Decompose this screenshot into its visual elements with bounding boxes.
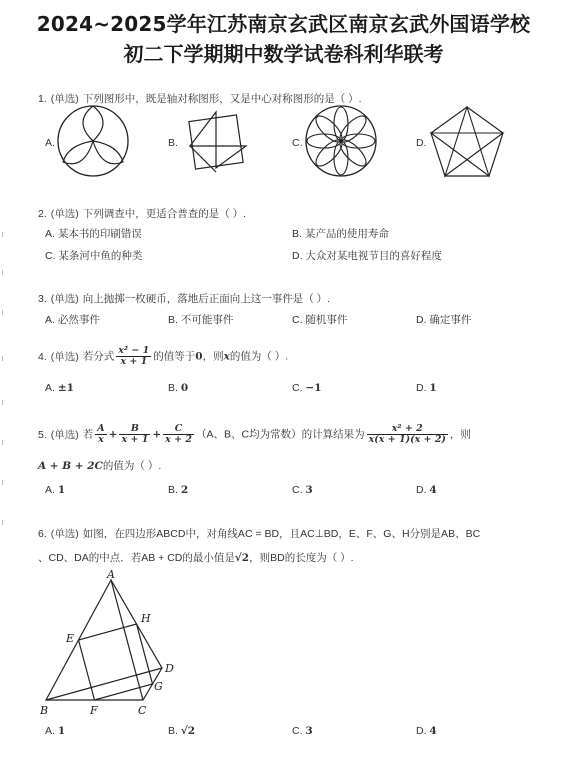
diagonal-bd (46, 668, 162, 700)
fraction-denominator: x (98, 434, 104, 446)
q4-option-b[interactable] (168, 382, 188, 394)
margin-mark (2, 232, 6, 237)
q1-figure-d-pentagram (428, 104, 506, 180)
option-letter: A. (45, 484, 55, 496)
label-point-e: E (66, 632, 75, 645)
margin-mark (2, 480, 6, 485)
question-type-tag: (单选) (50, 528, 79, 540)
question-number: 6. (38, 528, 47, 540)
question-type-tag: (单选) (50, 293, 79, 305)
q1-figure-b-square-triangles (180, 106, 252, 178)
question-text: 若分式 (82, 350, 115, 363)
option-value: 1 (429, 382, 437, 394)
question-number: 1. (38, 93, 47, 105)
option-letter: C. (292, 725, 303, 737)
q6-quadrilateral-figure (38, 570, 188, 718)
option-letter: C. (292, 484, 303, 496)
fraction (116, 346, 151, 368)
option-value: 1 (57, 725, 66, 737)
q5-option-b[interactable] (168, 484, 188, 496)
margin-mark (2, 520, 6, 525)
fraction-numerator: C (163, 424, 194, 435)
question-text: ，则 (202, 350, 224, 363)
question-text: ，则 (449, 428, 471, 441)
option-letter: B. (168, 382, 178, 394)
q3-option-b[interactable]: B. 不可能事件 (168, 314, 234, 326)
fraction-denominator: x(x + 1)(x + 2) (368, 434, 446, 446)
option-value: ±1 (57, 382, 74, 394)
margin-mark (2, 356, 6, 361)
question-text: （A、B、C均为常数）的计算结果为 (195, 428, 365, 441)
question-text: 下列调查中，更适合普查的是（ ）. (82, 208, 247, 220)
option-letter: B. (168, 484, 178, 496)
label-point-d: D (165, 662, 174, 675)
fraction-denominator: x + 1 (120, 356, 148, 368)
question-text: 下列图形中，既是轴对称图形，又是中心对称图形的是（ ）. (82, 93, 362, 105)
option-value: 2 (180, 484, 189, 496)
option-letter: D. (416, 484, 427, 496)
margin-mark (2, 400, 6, 405)
fraction (95, 424, 106, 446)
option-value: 3 (305, 725, 313, 737)
q1-figure-c-flower (304, 104, 378, 178)
math-expression: A + B + 2C (38, 460, 103, 472)
question-type-tag: (单选) (50, 428, 79, 441)
quadrilateral-abcd (46, 580, 162, 700)
math-value: √2 (234, 552, 250, 564)
fraction-denominator: x + 2 (165, 434, 192, 446)
option-value: 3 (305, 484, 313, 496)
question-5-stem: 5. (单选) 若 $\frac{A}{x}$ + $\frac{B}{x + 1}$ + $\frac{C}{x + 2}$ （A、B、C均为常数）的计算结果为 $\frac{\text{x² + 2}}{x(x + 1)(x + 2)}$ ，则 (38, 423, 471, 446)
question-type-tag: (单选) (50, 208, 79, 220)
option-value: √2 (180, 725, 196, 737)
q1-option-c[interactable]: C. (292, 137, 303, 149)
question-2-stem (38, 206, 246, 221)
q2-option-b[interactable]: B. 某产品的使用寿命 (292, 228, 389, 240)
question-text: 向上抛掷一枚硬币，落地后正面向上这一事件是（ ）. (82, 293, 331, 305)
label-point-f: F (90, 704, 98, 717)
option-letter: A. (45, 725, 55, 737)
q5-option-c[interactable] (292, 484, 313, 496)
q2-option-c[interactable]: C. 某条河中鱼的种类 (45, 250, 143, 262)
fraction (367, 424, 448, 446)
q4-option-c[interactable] (292, 382, 322, 394)
option-value: 0 (180, 382, 189, 394)
question-text: 、CD、DA的中点．若AB + CD的最小值是 (38, 552, 235, 564)
question-text: 若 (82, 428, 94, 441)
question-text: 的值为（ ）. (229, 350, 289, 363)
margin-mark (2, 440, 6, 445)
question-4-stem (38, 346, 288, 368)
q1-option-d[interactable]: D. (416, 137, 427, 149)
fraction-numerator: A (97, 423, 105, 434)
midpoint-quadrilateral-efgh (79, 624, 153, 700)
question-text: 的值等于 (153, 350, 196, 363)
question-text: 的值为（ ）. (102, 460, 162, 472)
option-value: 1 (57, 484, 66, 496)
option-value: −1 (305, 382, 322, 394)
option-letter: D. (416, 382, 427, 394)
label-point-g: G (154, 680, 163, 693)
math-variable: x (223, 350, 230, 363)
q2-option-d[interactable]: D. 大众对某电视节目的喜好程度 (292, 250, 442, 262)
question-text: ，则BD的长度为（ ）. (249, 552, 354, 564)
q4-option-d[interactable] (416, 382, 437, 394)
question-number: 5. (38, 428, 47, 441)
question-6-stem (38, 526, 480, 541)
question-type-tag: (单选) (50, 93, 79, 105)
q1-figure-a-circle-petals (56, 104, 130, 178)
question-type-tag: (单选) (50, 350, 79, 363)
fraction (119, 424, 150, 446)
page-subtitle: 初二下学期期中数学试卷科利华联考 (123, 42, 444, 66)
question-3-stem (38, 291, 330, 306)
q3-option-c[interactable]: C. 随机事件 (292, 314, 348, 326)
label-point-b: B (40, 704, 49, 717)
option-letter: C. (292, 382, 303, 394)
label-point-c: C (138, 704, 147, 717)
fraction-numerator: B (119, 424, 150, 435)
fraction (163, 424, 194, 446)
margin-mark (2, 270, 6, 275)
fraction-numerator: x² − 1 (118, 345, 150, 356)
option-value: 4 (429, 484, 437, 496)
label-point-h: H (141, 612, 151, 625)
page-title: 2024~2025学年江苏南京玄武区南京玄武外国语学校 (36, 12, 531, 36)
question-number: 4. (38, 350, 47, 363)
q6-option-c[interactable] (292, 725, 313, 737)
math-value: 0 (195, 350, 203, 363)
q5-option-d[interactable] (416, 484, 437, 496)
q2-option-a[interactable]: A. 某本书的印刷错误 (45, 228, 142, 240)
option-letter: A. (45, 382, 55, 394)
q6-option-b[interactable] (168, 725, 195, 737)
question-6-stem-line2 (38, 550, 354, 565)
q3-option-a[interactable]: A. 必然事件 (45, 314, 100, 326)
q1-option-a[interactable]: A. (45, 137, 55, 149)
q1-option-b[interactable]: B. (168, 137, 178, 149)
fraction-numerator: x² + 2 (367, 424, 448, 435)
q3-option-d[interactable]: D. 确定事件 (416, 314, 472, 326)
option-letter: D. (416, 725, 427, 737)
q5-option-a[interactable] (45, 484, 65, 496)
option-value: 4 (429, 725, 437, 737)
label-point-a: A (107, 570, 115, 581)
question-text: 如图，在四边形ABCD中，对角线AC = BD，且AC⊥BD，E、F、G、H分别是AB、BC (82, 528, 481, 540)
q6-option-d[interactable] (416, 725, 437, 737)
q4-option-a[interactable] (45, 382, 74, 394)
q6-option-a[interactable] (45, 725, 65, 737)
option-letter: B. (168, 725, 178, 737)
fraction-denominator: x + 1 (121, 434, 149, 446)
diagonal-ac (111, 580, 143, 700)
margin-mark (2, 310, 6, 315)
question-number: 3. (38, 293, 47, 305)
question-5-stem-line2 (38, 458, 161, 473)
question-number: 2. (38, 208, 47, 220)
